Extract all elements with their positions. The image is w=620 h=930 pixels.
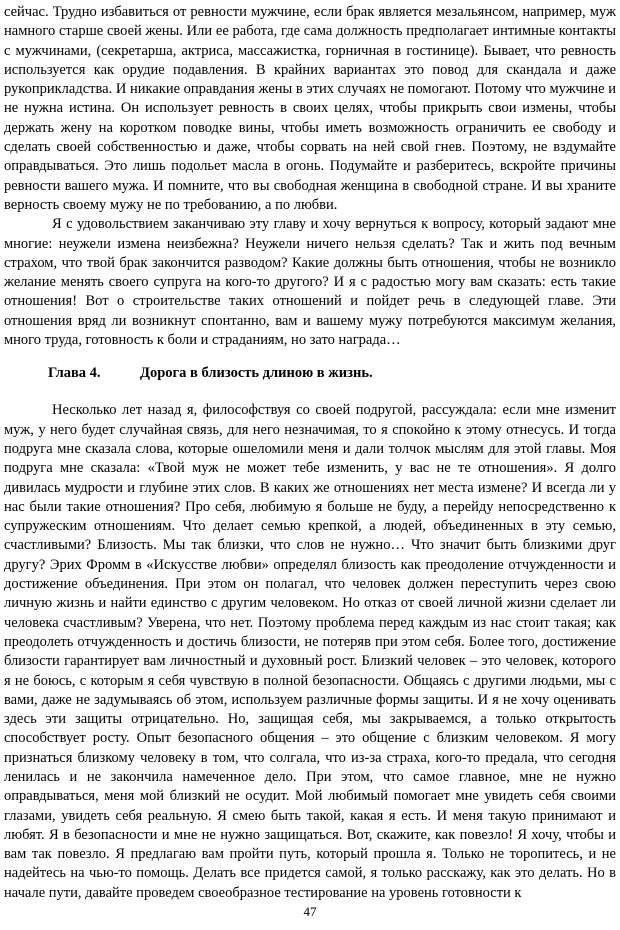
page-number: 47 — [303, 904, 317, 919]
chapter-number: Глава 4. — [48, 365, 101, 382]
chapter-heading — [4, 364, 616, 383]
chapter-title: Дорога в близость длиною в жизнь. — [140, 365, 373, 382]
book-page — [4, 3, 616, 903]
paragraph-chapter-4-body: Несколько лет назад я, философствуя со своей подругой, рассуждала: если мне изменит муж, у него будет случайная связь, для него незначимая, то я спокойно к этому отнесусь. И тогда подруга мне сказала слова, которые ошеломили меня и дали толчок мыслям для этой главы. Моя подруга мне сказала: «Твой муж не может тебе изменить, у вас не те отношения». Я долго дивилась мудрости и глубине этих слов. В каких же отношениях нет места измене? И всегда ли у нас были такие отношения? Про себя, любимую я больше не буду, а перейду непосредственно к супружеским отношениям. Что делает семью крепкой, а людей, объединенных в эту семью, счастливыми? Близость. Мы так близки, что слов не нужно… Что значит быть близкими друг другу? Эрих Фромм в «Искусстве любви» определял близость как преодоление отчужденности и достижение объединения. При этом он полагал, что человек должен переступить через свою личную жизнь и найти единство с другим человеком. Но отказ от своей личной жизни сделает ли человека счастливым? Уверена, что нет. Поэтому проблема перед каждым из нас стоит такая; как преодолеть отчужденность и достичь близости, не потеряв при этом себя. Более того, достижение близости гарантирует вам личностный и духовный рост. Близкий человек – это человек, которого я не боюсь, с которым я себя чувствую в полной безопасности. Общаясь с другими людьми, мы с вами, даже не задумываясь об этом, используем различные формы защиты. И я не хочу оценивать здесь эти защиты отрицательно. Но, защищая себя, мы закрываемся, а только открытость способствует росту. Опыт безопасного общения – это общение с близким человеком. Я могу признаться близкому человеку в том, что солгала, что из-за страха, кого-то предала, что сегодня ленилась и не закончила намеченное дело. При этом, что самое главное, мне не нужно оправдываться, меня мой близкий не осудит. Мой любимый помогает мне увидеть себя своими глазами, увидеть себя реальную. Я смею быть такой, какая я есть. И меня такую принимают и любят. Я в безопасности и мне не нужно защищаться. Вот, скажите, как повезло! Я хочу, чтобы и вам так повезло. Я предлагаю вам пройти путь, который прошла я. Только не торопитесь, и не надейтесь на чью-то помощь. Делать все придется самой, я только расскажу, как это делать. Но в начале пути, давайте проведем своеобразное тестирование на уровень готовности к — [4, 402, 616, 901]
paragraph-chapter-closing: Я с удовольствием заканчиваю эту главу и хочу вернуться к вопросу, который задают мне многие: неужели измена неизбежна? Неужели ничего нельзя сделать? Так и жить под вечным страхом, что твой брак закончится разводом? Какие должны быть отношения, чтобы не возникло желание менять своего супруга на кого-то другого? И я с радостью могу вам сказать: есть такие отношения! Вот о строительстве таких отношений и пойдет речь в следующей главе. Эти отношения вряд ли возникнут спонтанно, вам и вашему мужу потребуются максимум желания, много труда, готовность к боли и страданиям, но зато награда… — [4, 216, 616, 349]
paragraph-jealousy-continuation: сейчас. Трудно избавиться от ревности мужчине, если брак является мезальянсом, например, муж намного старше своей жены. Или ее работа, где сама должность предполагает интимные контакты с мужчинами, (секретарша, актриса, массажистка, горничная в гостинице). Бывает, что ревность используется как орудие подавления. В крайних вариантах это повод для скандала и даже рукоприкладства. И никакие оправдания жены в этих случаях не помогают. Потому что мужчине и не нужна истина. Он использует ревность в своих целях, чтобы прикрыть свои измены, чтобы держать жену на коротком поводке вины, чтобы иметь возможность ограничить ее свободу и сделать своей собственностью и даже, чтобы сорвать на ней свой гнев. Поэтому, не вздумайте оправдываться. Это лишь подольет масла в огонь. Подумайте и разберитесь, вскройте причины ревности вашего мужа. И помните, что вы свободная женщина в свободной стране. И вы храните верность своему мужу не по требованию, а по любви. — [4, 4, 616, 213]
